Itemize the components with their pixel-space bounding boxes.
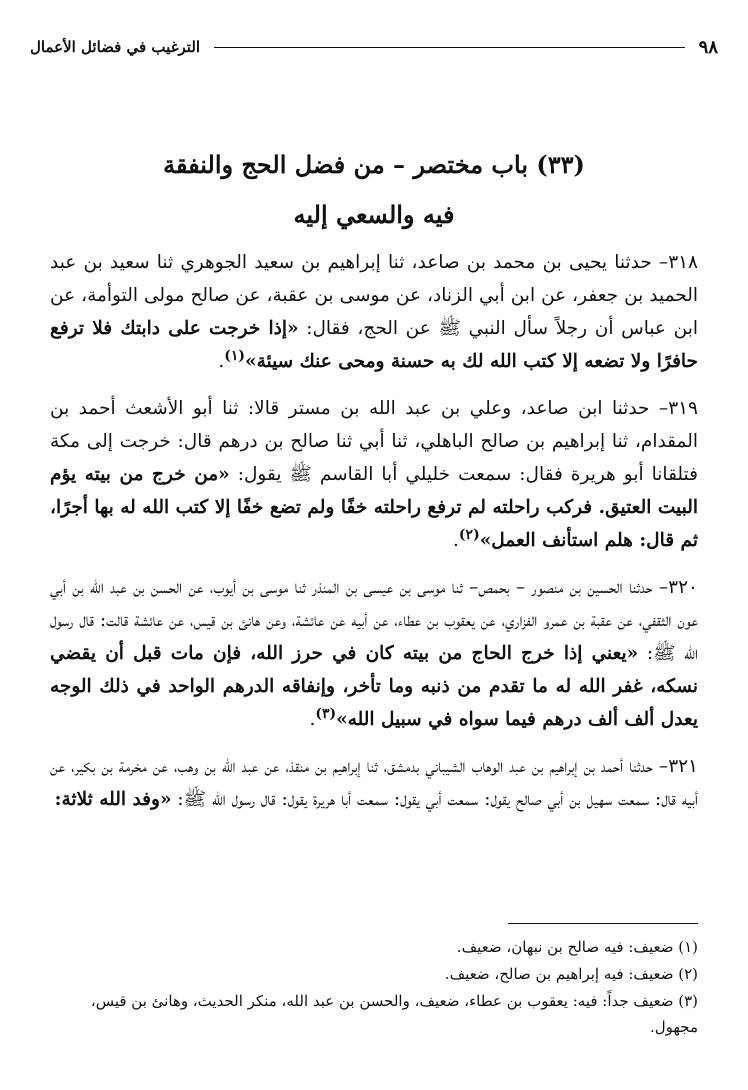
running-title: الترغيب في فضائل الأعمال (30, 38, 201, 56)
footnote: (٣) ضعيف جداً: فيه: يعقوب بن عطاء، ضعيف، والحسن بن عبد الله، منكر الحديث، وهانئ بن قيس، مجهول. (90, 992, 698, 1036)
chapter-heading-line2: فيه والسعي إليه (293, 200, 455, 229)
hadith-chain: حدثنا ابن صاعد، وعلي بن عبد الله بن مستر قالا: ثنا أبو الأشعث أحمد بن المقدام، ثنا إبراهيم بن صالح الباهلي، ثنا أبي ثنا صالح بن درهم قال: خرجت إلى مكة فتلقانا أبو هريرة فقال: سمعت خليلي أبا القاسم ﷺ يقول: (50, 398, 698, 485)
footnote-separator (508, 923, 698, 924)
hadith-matn: «يعني إذا خرج الحاج من بيته كان في حرز الله، فإن مات قبل أن يقضي نسكه، غفر الله له ما تقدم من ذنبه وما تأخر، وإنفاقه الدرهم الواحد في ذلك الوجه يعدل ألف ألف درهم فيما سواه في سبيل الله» (50, 643, 698, 730)
hadith-matn: «وفد الله ثلاثة: (54, 789, 172, 810)
hadith-number: ٣٢١– (652, 756, 698, 777)
chapter-heading-line1: (٣٣) باب مختصر – من فضل الحج والنفقة (163, 150, 585, 179)
hadith-chain: حدثنا أحمد بن إبراهيم بن عبد الوهاب الشيباني بدمشق، ثنا إبراهيم بن منقذ، عن عبد الله بن وهب، عن مخرمة بن بكير، عن أبيه قال: سمعت سهيل بن أبي صالح يقول: سمعت أبي يقول: سمعت أبا هريرة يقول: قال رسول الله ﷺ: (50, 756, 698, 810)
hadith-tail: . (218, 351, 225, 372)
hadith-paragraph (50, 750, 698, 816)
chapter-heading (40, 140, 708, 240)
hadith-paragraph (50, 246, 698, 378)
footnote: (١) ضعيف: فيه صالح بن نبهان، ضعيف. (456, 938, 698, 956)
running-header (30, 34, 718, 60)
footnote-marker: (٣) (315, 705, 337, 722)
hadith-number: ٣١٩– (649, 398, 698, 419)
hadith-tail: . (309, 709, 316, 730)
hadith-matn: «من خرج من بيته يؤم البيت العتيق. فركب راحلته لم ترفع راحلته خفًا ولم تضع خفًا إلا كتب الله له بها أجرًا، ثم قال: هلم استأنف العمل» (50, 464, 698, 551)
page-number: ٩٨ (698, 36, 718, 58)
hadith-chain: حدثنا يحيى بن محمد بن صاعد، ثنا إبراهيم بن سعيد الجوهري ثنا سعيد بن عبد الحميد بن جعفر، عن ابن أبي الزناد، عن موسى بن عقبة، عن صالح مولى التوأمة، عن ابن عباس أن رجلاً سأل النبي ﷺ عن الحج، فقال: (50, 252, 698, 339)
footnote: (٢) ضعيف: فيه إبراهيم بن صالح، ضعيف. (444, 965, 698, 983)
hadith-number: ٣١٨– (651, 252, 698, 273)
footnotes (48, 934, 698, 1041)
hadith-paragraph (50, 571, 698, 736)
hadith-number: ٣٢٠– (652, 577, 698, 598)
hadith-paragraph (50, 392, 698, 557)
header-rule (214, 47, 685, 48)
hadith-matn: «إذا خرجت على دابتك فلا ترفع حافرًا ولا تضعه إلا كتب الله لك به حسنة ومحى عنك سيئة» (50, 318, 698, 372)
hadith-chain: حدثنا الحسين بن منصور – بحمص– ثنا موسى بن عيسى بن المنذر ثنا موسى بن أيوب، عن الحسن بن عبد الله بن أبي عون الثقفي، عن عقبة بن عمرو الفزاري، عن يعقوب بن عطاء، عن أبيه عن عائشة، وعن هانئ بن قيس، عن عائشة قالت: قال رسول الله ﷺ: (50, 577, 698, 664)
footnote-marker: (١) (224, 347, 245, 364)
hadith-tail: . (453, 530, 459, 551)
main-text (50, 246, 698, 830)
footnote-marker: (٢) (458, 526, 480, 543)
